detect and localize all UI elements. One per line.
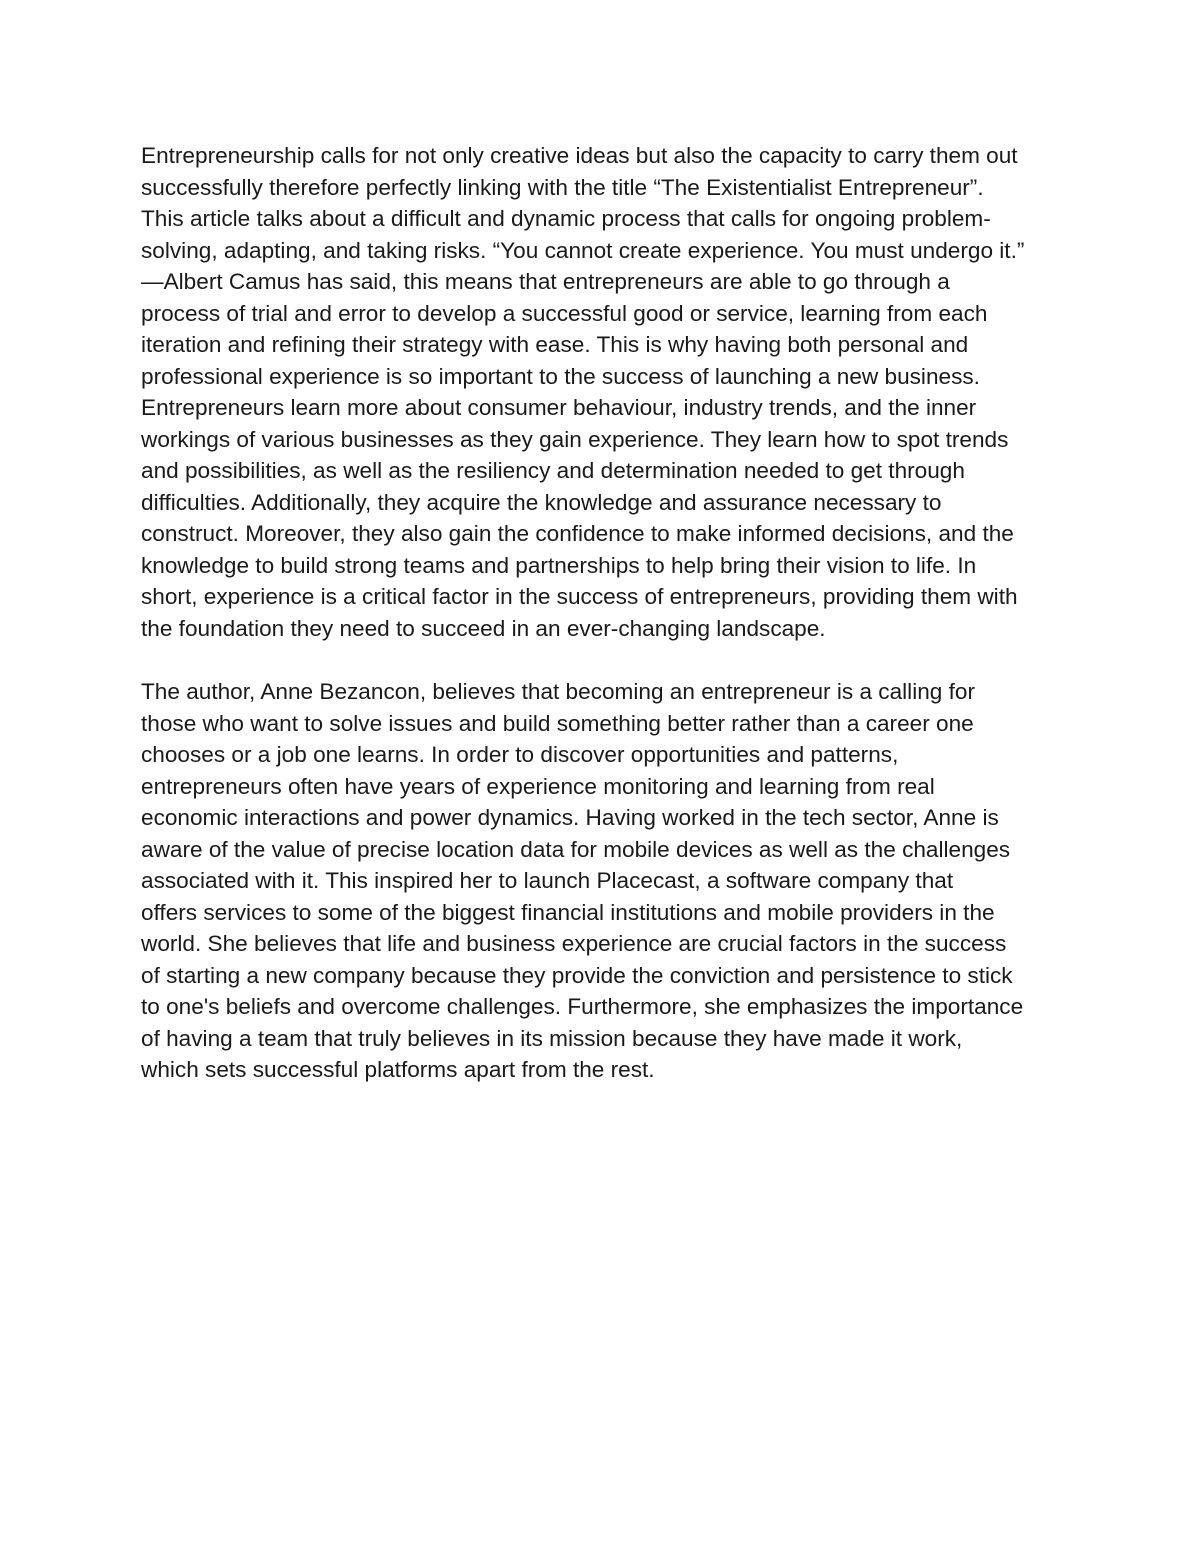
paragraph-2: The author, Anne Bezancon, believes that becoming an entrepreneur is a calling for those who want to solve issues and build something better rather than a career one chooses or a job one learns. In order to discover opportunities and patterns, entrepreneurs often have years of experience monitoring and learning from real economic interactions and power dynamics. Having worked in the tech sector, Anne is aware of the value of precise location data for mobile devices as well as the challenges associated with it. This inspired her to launch Placecast, a software company that offers services to some of the biggest financial institutions and mobile providers in the world. She believes that life and business experience are crucial factors in the success of starting a new company because they provide the conviction and persistence to stick to one's beliefs and overcome challenges. Furthermore, she emphasizes the importance of having a team that truly believes in its mission because they have made it work, which sets successful platforms apart from the rest. — [141, 679, 1024, 1082]
paragraph-1: Entrepreneurship calls for not only creative ideas but also the capacity to carry them out successfully therefore perfectly linking with the title “The Existentialist Entrepreneur”. This article talks about a difficult and dynamic process that calls for ongoing problem- solving, adapting, and taking risks. “You cannot create experience. You must undergo it.” —Albert Camus has said, this means that entrepreneurs are able to go through a process of trial and error to develop a successful good or service, learning from each iteration and refining their strategy with ease. This is why having both personal and professional experience is so important to the success of launching a new business. Entrepreneurs learn more about consumer behaviour, industry trends, and the inner workings of various businesses as they gain experience. They learn how to spot trends and possibilities, as well as the resiliency and determination needed to get through difficulties. Additionally, they acquire the knowledge and assurance necessary to construct. Moreover, they also gain the confidence to make informed decisions, and the knowledge to build strong teams and partnerships to help bring their vision to life. In short, experience is a critical factor in the success of entrepreneurs, providing them with the foundation they need to succeed in an ever-changing landscape. — [141, 143, 1025, 641]
